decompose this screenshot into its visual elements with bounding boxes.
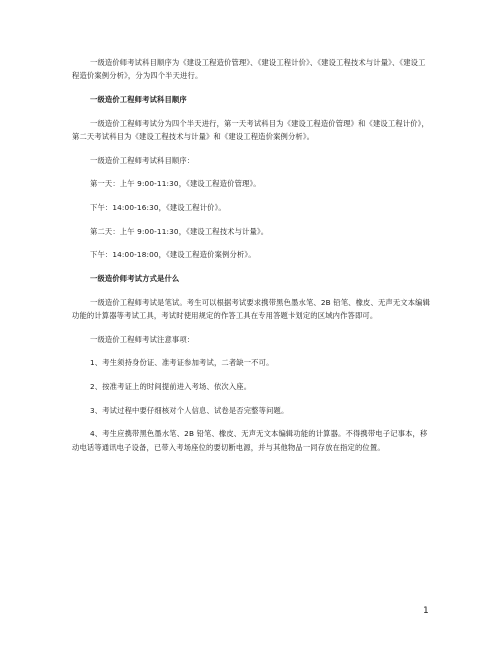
section-heading-exam-method: 一级造价师考试方式是什么	[90, 274, 180, 284]
note-item: 3、考试过程中要仔细核对个人信息、试卷是否完整等问题。	[90, 405, 289, 415]
intro-paragraph: 一级造价师考试科目顺序为《建设工程造价管理》、《建设工程计价》、《建设工程技术与计量》、《建设工程造价案例分析》，分为四个半天进行。	[72, 58, 426, 81]
note-item: 1、考生须持身份证、准考证参加考试，二者缺一不可。	[90, 358, 274, 368]
exam-method-paragraph: 一级造价工程师考试是笔试。考生可以根据考试要求携带黑色墨水笔、2B 铅笔、橡皮、无声无文本编辑功能的计算器等考试工具，考试时使用规定的作答工具在专用答题卡划定的区域内作答即可。	[72, 297, 431, 320]
notes-label: 一级造价工程师考试注意事项：	[90, 334, 195, 344]
note-item: 4、考生应携带黑色墨水笔、2B 铅笔、橡皮、无声无文本编辑功能的计算器。不得携带电子记事本，移动电话等通讯电子设备，已带入考场座位的要切断电源，并与其他物品一同存放在指定的位置。	[72, 429, 428, 452]
schedule-item: 下午：14:00-16:30，《建设工程计价》。	[90, 202, 226, 212]
document-body	[72, 56, 432, 454]
schedule-item: 第二天：上午 9:00-11:30，《建设工程技术与计量》。	[90, 226, 269, 236]
order-label: 一级造价工程师考试科目顺序：	[90, 155, 195, 165]
section-heading-subject-order: 一级造价工程师考试科目顺序	[90, 94, 187, 104]
schedule-item: 下午：14:00-18:00，《建设工程造价案例分析》。	[90, 250, 256, 260]
note-item: 2、按准考证上的时间提前进入考场、依次入座。	[90, 382, 252, 392]
schedule-item: 第一天：上午 9:00-11:30，《建设工程造价管理》。	[90, 179, 261, 189]
page-number: 1	[423, 606, 429, 616]
subject-order-paragraph: 一级造价工程师考试分为四个半天进行，第一天考试科目为《建设工程造价管理》和《建设工程计价》，第二天考试科目为《建设工程技术与计量》和《建设工程造价案例分析》。	[72, 118, 429, 141]
